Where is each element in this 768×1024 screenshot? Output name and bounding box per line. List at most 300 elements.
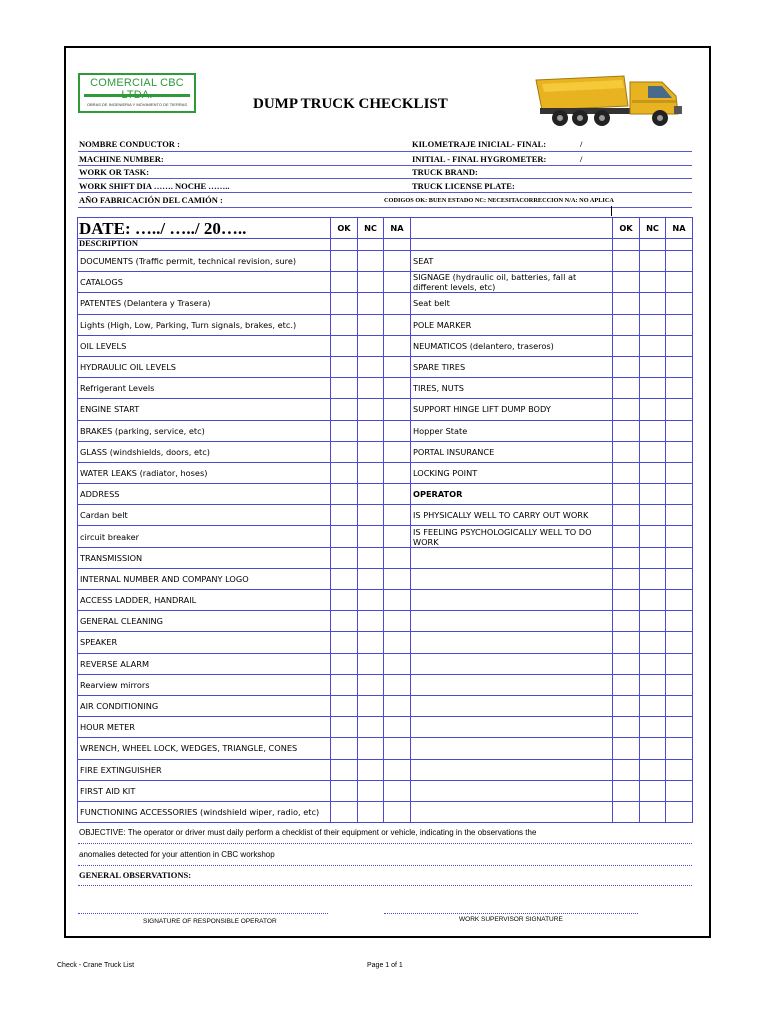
item-label: Seat belt	[411, 293, 613, 314]
blank-cell	[640, 759, 666, 780]
checkbox-ok[interactable]	[331, 547, 358, 568]
checkbox-nc[interactable]	[358, 653, 384, 674]
table-row	[78, 547, 411, 568]
checkbox-ok[interactable]	[331, 653, 358, 674]
checkbox-na[interactable]	[666, 399, 693, 420]
blank-cell	[640, 738, 666, 759]
checkbox-nc[interactable]	[358, 717, 384, 738]
dotted-rule	[78, 843, 692, 844]
checkbox-nc[interactable]	[358, 293, 384, 314]
checkbox-ok[interactable]	[613, 420, 640, 441]
item-label: Lights (High, Low, Parking, Turn signals, brakes, etc.)	[78, 314, 331, 335]
footer-page-number: Page 1 of 1	[367, 962, 403, 969]
tick-mark	[611, 206, 612, 216]
item-label: SEAT	[411, 251, 613, 272]
checkbox-ok[interactable]	[331, 611, 358, 632]
checkbox-na[interactable]	[384, 653, 411, 674]
item-label: PORTAL INSURANCE	[411, 441, 613, 462]
table-row	[78, 632, 411, 653]
checkbox-ok[interactable]	[331, 420, 358, 441]
item-label: SPEAKER	[78, 632, 331, 653]
checkbox-nc[interactable]	[640, 399, 666, 420]
item-label: ACCESS LADDER, HANDRAIL	[78, 590, 331, 611]
checkbox-na[interactable]	[666, 293, 693, 314]
checkbox-ok[interactable]	[613, 251, 640, 272]
table-row	[411, 526, 693, 547]
blank-cell	[613, 801, 640, 822]
table-row	[78, 378, 411, 399]
table-row	[78, 314, 411, 335]
checkbox-na[interactable]	[666, 356, 693, 377]
header-rule	[78, 151, 692, 152]
blank-cell	[666, 239, 693, 251]
checkbox-na[interactable]	[384, 611, 411, 632]
checkbox-ok[interactable]	[331, 695, 358, 716]
checkbox-nc[interactable]	[358, 674, 384, 695]
table-row	[78, 293, 411, 314]
table-row	[78, 780, 411, 801]
blank-cell	[640, 695, 666, 716]
table-row	[78, 759, 411, 780]
table-row	[411, 335, 693, 356]
checkbox-ok[interactable]	[331, 759, 358, 780]
blank-cell	[613, 632, 640, 653]
checkbox-nc[interactable]	[358, 801, 384, 822]
blank-cell	[613, 547, 640, 568]
checkbox-nc[interactable]	[640, 335, 666, 356]
checkbox-na[interactable]	[384, 632, 411, 653]
checkbox-nc[interactable]	[358, 568, 384, 589]
header-rule	[78, 165, 692, 166]
objective-line-2: anomalies detected for your attention in CBC workshop	[79, 850, 275, 859]
item-label: TRANSMISSION	[78, 547, 331, 568]
blank-cell	[331, 239, 358, 251]
checkbox-na[interactable]	[666, 378, 693, 399]
blank-cell	[640, 717, 666, 738]
checkbox-na[interactable]	[384, 462, 411, 483]
checkbox-nc[interactable]	[358, 505, 384, 526]
checkbox-nc[interactable]	[640, 272, 666, 293]
supervisor-signature-label: WORK SUPERVISOR SIGNATURE	[459, 916, 563, 923]
table-row	[78, 272, 411, 293]
blank-cell	[411, 632, 613, 653]
checkbox-ok[interactable]	[331, 738, 358, 759]
table-row	[78, 462, 411, 483]
item-label: Refrigerant Levels	[78, 378, 331, 399]
checkbox-na[interactable]	[384, 590, 411, 611]
checkbox-na[interactable]	[384, 314, 411, 335]
table-row	[411, 632, 693, 653]
checkbox-ok[interactable]	[613, 293, 640, 314]
item-label: TIRES, NUTS	[411, 378, 613, 399]
blank-cell	[666, 590, 693, 611]
table-row	[78, 717, 411, 738]
item-label: SUPPORT HINGE LIFT DUMP BODY	[411, 399, 613, 420]
table-row	[78, 420, 411, 441]
checkbox-ok[interactable]	[613, 441, 640, 462]
checkbox-na[interactable]	[666, 314, 693, 335]
table-row	[78, 356, 411, 377]
checkbox-na[interactable]	[384, 378, 411, 399]
right-header-description	[411, 218, 613, 239]
blank-cell	[411, 239, 613, 251]
checkbox-ok[interactable]	[613, 356, 640, 377]
checkbox-ok[interactable]	[331, 801, 358, 822]
checkbox-na[interactable]	[384, 759, 411, 780]
item-label: Cardan belt	[78, 505, 331, 526]
table-row	[411, 695, 693, 716]
checkbox-nc[interactable]	[358, 780, 384, 801]
footer-document-name: Check - Crane Truck List	[57, 962, 135, 969]
checkbox-ok[interactable]	[331, 378, 358, 399]
dump-truck-icon	[532, 66, 684, 132]
item-label: WRENCH, WHEEL LOCK, WEDGES, TRIANGLE, CONES	[78, 738, 331, 759]
table-row	[411, 251, 693, 272]
checkbox-na[interactable]	[384, 272, 411, 293]
item-label: HYDRAULIC OIL LEVELS	[78, 356, 331, 377]
checkbox-nc[interactable]	[640, 251, 666, 272]
col-header-na: NA	[384, 218, 411, 239]
table-row	[78, 695, 411, 716]
blank-cell	[613, 568, 640, 589]
blank-cell	[613, 759, 640, 780]
checkbox-nc[interactable]	[358, 314, 384, 335]
item-label: POLE MARKER	[411, 314, 613, 335]
item-label: Rearview mirrors	[78, 674, 331, 695]
checkbox-na[interactable]	[384, 505, 411, 526]
checkbox-nc[interactable]	[640, 356, 666, 377]
blank-cell	[666, 738, 693, 759]
general-observations-label: GENERAL OBSERVATIONS:	[79, 870, 192, 880]
logo-name: COMERCIAL CBC	[90, 77, 184, 89]
checkbox-nc[interactable]	[640, 420, 666, 441]
header-rule	[78, 207, 692, 208]
supervisor-signature-line	[384, 913, 638, 914]
table-row	[411, 399, 693, 420]
checkbox-ok[interactable]	[331, 462, 358, 483]
header-rule	[78, 178, 692, 179]
checkbox-nc[interactable]	[358, 251, 384, 272]
document-title: DUMP TRUCK CHECKLIST	[253, 96, 448, 112]
blank-cell	[666, 759, 693, 780]
item-label: OPERATOR	[411, 484, 613, 505]
checkbox-nc[interactable]	[358, 378, 384, 399]
blank-cell	[411, 674, 613, 695]
col-header-nc: NC	[640, 218, 666, 239]
checkbox-na[interactable]	[384, 484, 411, 505]
work-task-label: WORK OR TASK:	[79, 167, 150, 177]
checkbox-ok[interactable]	[331, 526, 358, 547]
checkbox-ok[interactable]	[331, 335, 358, 356]
checkbox-nc[interactable]	[640, 505, 666, 526]
item-label: Hopper State	[411, 420, 613, 441]
item-label: HOUR METER	[78, 717, 331, 738]
spacer-row	[411, 239, 693, 251]
table-row	[411, 547, 693, 568]
checkbox-ok[interactable]	[331, 441, 358, 462]
codes-legend: CODIGOS OK: BUEN ESTADO NC: NECESITACORRECCION N/A: NO APLICA	[384, 197, 614, 204]
table-row	[411, 356, 693, 377]
item-label: WATER LEAKS (radiator, hoses)	[78, 462, 331, 483]
checkbox-ok[interactable]	[331, 399, 358, 420]
blank-cell	[411, 717, 613, 738]
right-header-row	[411, 218, 693, 239]
col-header-ok: OK	[613, 218, 640, 239]
blank-cell	[613, 674, 640, 695]
table-row	[78, 441, 411, 462]
table-row	[78, 611, 411, 632]
checkbox-ok[interactable]	[331, 505, 358, 526]
checkbox-na[interactable]	[384, 717, 411, 738]
hygrometer-label: INITIAL - FINAL HYGROMETER:	[412, 154, 547, 164]
checkbox-nc[interactable]	[640, 462, 666, 483]
checkbox-na[interactable]	[384, 399, 411, 420]
blank-cell	[666, 695, 693, 716]
checkbox-nc[interactable]	[640, 293, 666, 314]
blank-cell	[613, 611, 640, 632]
checkbox-nc[interactable]	[358, 738, 384, 759]
checkbox-nc[interactable]	[358, 356, 384, 377]
table-row	[411, 611, 693, 632]
table-row	[411, 590, 693, 611]
blank-cell	[666, 801, 693, 822]
checkbox-nc[interactable]	[358, 547, 384, 568]
checkbox-ok[interactable]	[331, 590, 358, 611]
item-label: CATALOGS	[78, 272, 331, 293]
checkbox-na[interactable]	[384, 780, 411, 801]
checkbox-ok[interactable]	[613, 378, 640, 399]
table-row	[78, 526, 411, 547]
blank-cell	[666, 568, 693, 589]
blank-cell	[640, 632, 666, 653]
blank-cell	[666, 611, 693, 632]
col-header-nc: NC	[358, 218, 384, 239]
checkbox-ok[interactable]	[613, 505, 640, 526]
blank-cell	[411, 590, 613, 611]
checkbox-ok[interactable]	[331, 632, 358, 653]
blank-cell	[411, 759, 613, 780]
table-row	[411, 484, 693, 505]
machine-number-label: MACHINE NUMBER:	[79, 154, 164, 164]
blank-cell	[666, 653, 693, 674]
km-label: KILOMETRAJE INICIAL- FINAL:	[412, 139, 547, 149]
checkbox-nc[interactable]	[358, 399, 384, 420]
item-label: FUNCTIONING ACCESSORIES (windshield wiper, radio, etc)	[78, 801, 331, 822]
checkbox-na[interactable]	[666, 526, 693, 547]
checkbox-na[interactable]	[384, 695, 411, 716]
table-row	[411, 272, 693, 293]
blank-cell	[640, 611, 666, 632]
item-label: ADDRESS	[78, 484, 331, 505]
checkbox-na[interactable]	[384, 801, 411, 822]
operator-signature-label: SIGNATURE OF RESPONSIBLE OPERATOR	[143, 918, 277, 925]
item-label: BRAKES (parking, service, etc)	[78, 420, 331, 441]
item-label: FIRST AID KIT	[78, 780, 331, 801]
checkbox-na[interactable]	[384, 547, 411, 568]
table-row	[78, 674, 411, 695]
checkbox-ok[interactable]	[613, 462, 640, 483]
blank-cell	[666, 674, 693, 695]
checkbox-na[interactable]	[384, 335, 411, 356]
checkbox-ok[interactable]	[613, 526, 640, 547]
checkbox-na[interactable]	[384, 356, 411, 377]
blank-cell	[640, 484, 666, 505]
blank-cell	[666, 780, 693, 801]
item-label: GENERAL CLEANING	[78, 611, 331, 632]
blank-cell	[640, 547, 666, 568]
blank-cell	[384, 239, 411, 251]
item-label: circuit breaker	[78, 526, 331, 547]
blank-cell	[613, 590, 640, 611]
blank-cell	[613, 239, 640, 251]
checkbox-nc[interactable]	[358, 526, 384, 547]
blank-cell	[613, 780, 640, 801]
table-row	[78, 251, 411, 272]
blank-cell	[613, 484, 640, 505]
company-logo	[78, 73, 196, 113]
item-label: IS PHYSICALLY WELL TO CARRY OUT WORK	[411, 505, 613, 526]
checkbox-ok[interactable]	[613, 314, 640, 335]
checkbox-nc[interactable]	[358, 420, 384, 441]
checkbox-na[interactable]	[666, 335, 693, 356]
item-label: FIRE EXTINGUISHER	[78, 759, 331, 780]
item-label: SPARE TIRES	[411, 356, 613, 377]
blank-cell	[666, 717, 693, 738]
blank-cell	[411, 547, 613, 568]
blank-cell	[666, 632, 693, 653]
table-row	[78, 590, 411, 611]
table-row	[78, 738, 411, 759]
operator-signature-line	[78, 913, 328, 914]
checkbox-ok[interactable]	[331, 251, 358, 272]
checkbox-ok[interactable]	[331, 780, 358, 801]
item-label: ENGINE START	[78, 399, 331, 420]
checkbox-nc[interactable]	[358, 590, 384, 611]
checkbox-ok[interactable]	[613, 335, 640, 356]
checkbox-na[interactable]	[384, 674, 411, 695]
item-label: OIL LEVELS	[78, 335, 331, 356]
checkbox-ok[interactable]	[331, 674, 358, 695]
col-header-na: NA	[666, 218, 693, 239]
checkbox-nc[interactable]	[358, 695, 384, 716]
table-row	[411, 674, 693, 695]
checkbox-na[interactable]	[384, 568, 411, 589]
checkbox-nc[interactable]	[358, 272, 384, 293]
checkbox-ok[interactable]	[613, 272, 640, 293]
table-row	[411, 462, 693, 483]
checkbox-nc[interactable]	[358, 441, 384, 462]
checkbox-na[interactable]	[384, 738, 411, 759]
checkbox-na[interactable]	[384, 441, 411, 462]
blank-cell	[640, 674, 666, 695]
table-row	[411, 420, 693, 441]
checkbox-ok[interactable]	[331, 272, 358, 293]
dotted-rule	[78, 885, 692, 886]
blank-cell	[411, 801, 613, 822]
table-row	[411, 378, 693, 399]
table-row	[78, 335, 411, 356]
objective-line-1: OBJECTIVE: The operator or driver must daily perform a checklist of their equipment or vehicle, indicating in the observations the	[79, 828, 537, 837]
item-label: GLASS (windshields, doors, etc)	[78, 441, 331, 462]
table-row	[78, 484, 411, 505]
right-checklist-table	[410, 217, 693, 823]
checkbox-ok[interactable]	[331, 484, 358, 505]
table-row	[411, 738, 693, 759]
table-row	[411, 293, 693, 314]
item-label: PATENTES (Delantera y Trasera)	[78, 293, 331, 314]
checkbox-ok[interactable]	[331, 356, 358, 377]
blank-cell	[613, 738, 640, 759]
checkbox-na[interactable]	[384, 251, 411, 272]
blank-cell	[613, 653, 640, 674]
blank-cell	[666, 484, 693, 505]
table-row	[411, 441, 693, 462]
item-label: INTERNAL NUMBER AND COMPANY LOGO	[78, 568, 331, 589]
table-row	[78, 399, 411, 420]
checkbox-nc[interactable]	[640, 441, 666, 462]
item-label: LOCKING POINT	[411, 462, 613, 483]
checkbox-ok[interactable]	[331, 314, 358, 335]
table-row	[411, 568, 693, 589]
item-label: DOCUMENTS (Traffic permit, technical revision, sure)	[78, 251, 331, 272]
checkbox-nc[interactable]	[640, 314, 666, 335]
checkbox-nc[interactable]	[358, 462, 384, 483]
checkbox-nc[interactable]	[358, 759, 384, 780]
checkbox-ok[interactable]	[331, 717, 358, 738]
truck-year-label: AÑO FABRICACIÓN DEL CAMIÓN :	[79, 195, 223, 205]
blank-cell	[411, 568, 613, 589]
checkbox-na[interactable]	[666, 505, 693, 526]
blank-cell	[613, 695, 640, 716]
checkbox-na[interactable]	[666, 272, 693, 293]
table-row	[411, 505, 693, 526]
checkbox-ok[interactable]	[331, 568, 358, 589]
description-header: DESCRIPTION	[79, 238, 139, 248]
checkbox-na[interactable]	[384, 526, 411, 547]
checkbox-na[interactable]	[666, 251, 693, 272]
checkbox-nc[interactable]	[640, 526, 666, 547]
dotted-rule	[78, 865, 692, 866]
checkbox-ok[interactable]	[613, 399, 640, 420]
col-header-ok: OK	[331, 218, 358, 239]
truck-brand-label: TRUCK BRAND:	[412, 167, 478, 177]
logo-tagline: OBRAS DE INGENIERIA Y MOVIMIENTO DE TIERRAS	[86, 102, 188, 107]
checkbox-na[interactable]	[384, 420, 411, 441]
table-row	[78, 505, 411, 526]
checkbox-nc[interactable]	[358, 611, 384, 632]
blank-cell	[411, 611, 613, 632]
header-rule	[78, 192, 692, 193]
checkbox-nc[interactable]	[358, 335, 384, 356]
checkbox-na[interactable]	[666, 420, 693, 441]
checkbox-na[interactable]	[666, 441, 693, 462]
checkbox-ok[interactable]	[331, 293, 358, 314]
item-label: AIR CONDITIONING	[78, 695, 331, 716]
checkbox-nc[interactable]	[640, 378, 666, 399]
table-row	[411, 780, 693, 801]
driver-name-label: NOMBRE CONDUCTOR :	[79, 139, 180, 149]
checkbox-na[interactable]	[666, 462, 693, 483]
checkbox-na[interactable]	[384, 293, 411, 314]
checkbox-nc[interactable]	[358, 484, 384, 505]
blank-cell	[640, 653, 666, 674]
blank-cell	[358, 239, 384, 251]
left-checklist-table	[77, 217, 411, 823]
table-row	[78, 568, 411, 589]
checkbox-nc[interactable]	[358, 632, 384, 653]
date-field: DATE: …../ …../ 20…..	[79, 219, 247, 238]
blank-cell	[411, 780, 613, 801]
